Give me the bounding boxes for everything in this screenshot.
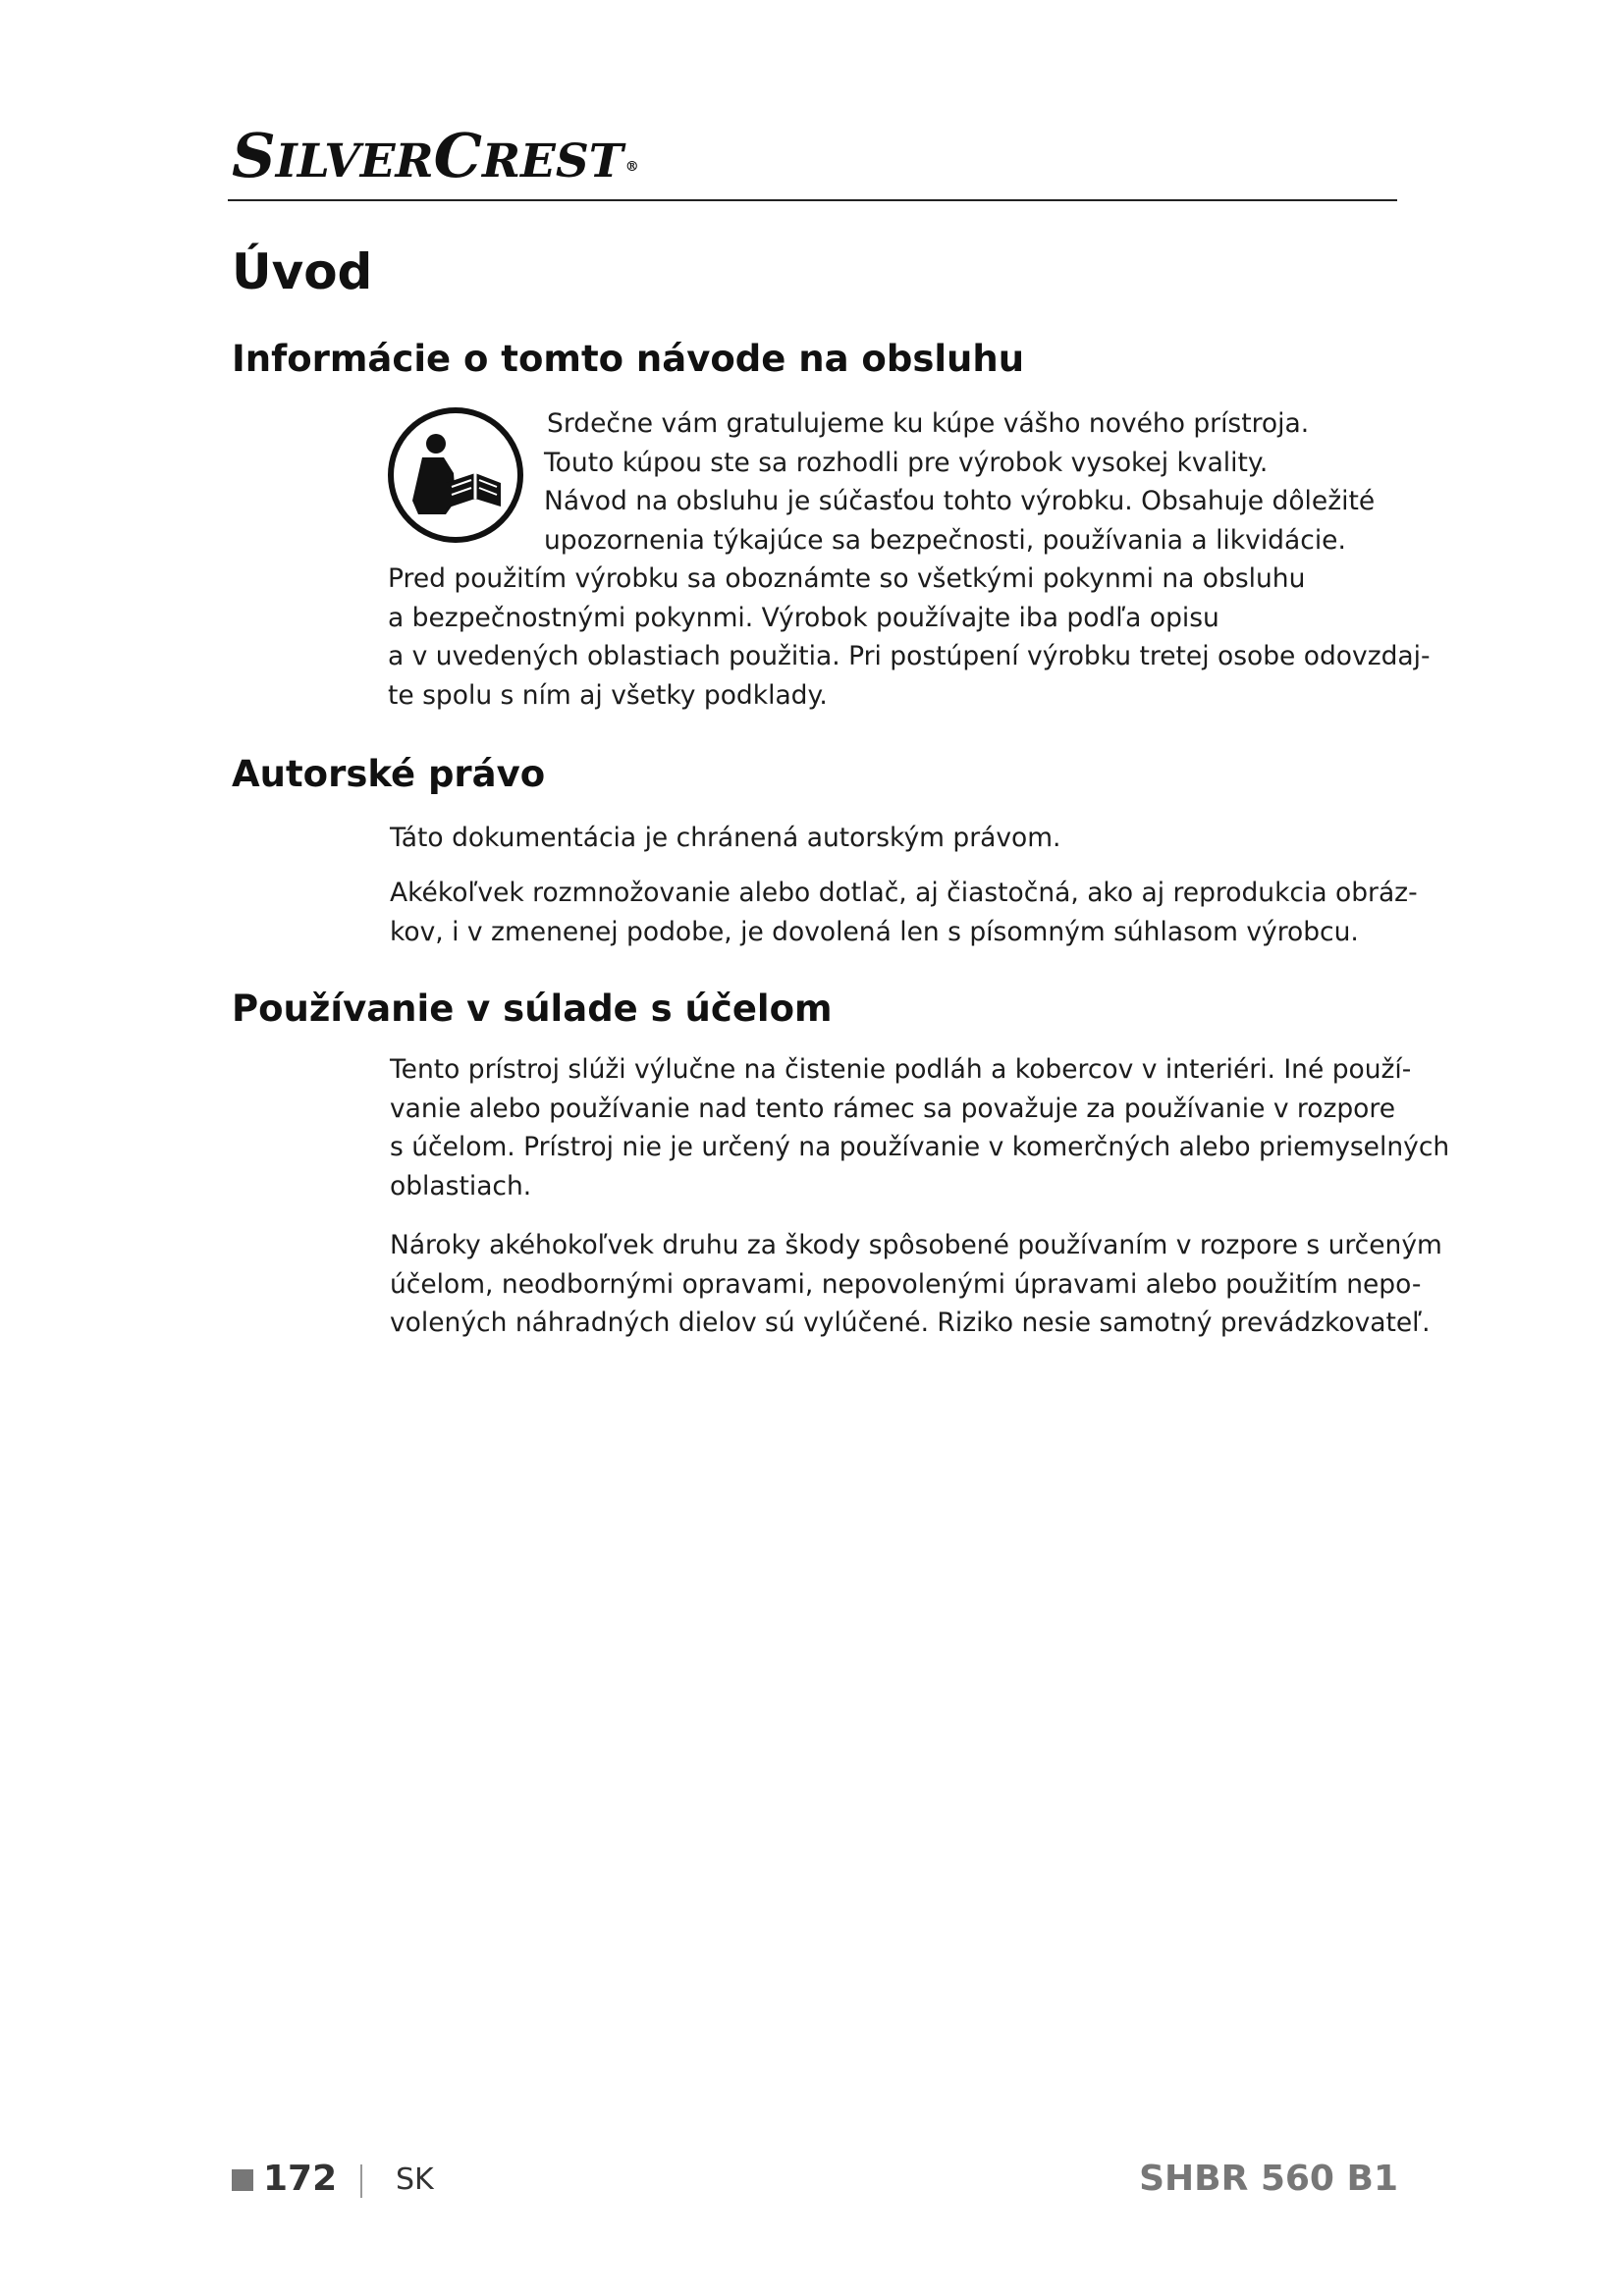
copyright-paragraph-2 [390, 874, 1418, 951]
brand-logo: SILVERCREST ® [232, 120, 639, 191]
text-line: Návod na obsluhu je súčasťou tohto výrobku. Obsahuje dôležité [544, 486, 1376, 516]
model-number: SHBR 560 B1 [1139, 2159, 1398, 2199]
text-line: Pred použitím výrobku sa oboznámte so všetkými pokynmi na obsluhu [388, 563, 1306, 594]
text-line: oblastiach. [390, 1170, 532, 1201]
text-line: a v uvedených oblastiach použitia. Pri postúpení výrobku tretej osobe odovzdaj- [388, 641, 1431, 671]
text-line: te spolu s ním aj všetky podklady. [388, 679, 828, 711]
text-line: Táto dokumentácia je chránená autorským právom. [390, 823, 1061, 853]
language-code: SK [396, 2163, 434, 2197]
intended-use-paragraph-1 [390, 1050, 1449, 1205]
page-title: Úvod [232, 243, 373, 300]
copyright-paragraph-1 [390, 819, 1060, 858]
text-line: Srdečne vám gratulujeme ku kúpe vášho nového prístroja. [547, 408, 1310, 439]
section-heading-copyright: Autorské právo [232, 753, 546, 795]
text-line: Akékoľvek rozmnožovanie alebo dotlač, aj čiastočná, ako aj reprodukcia obráz- [390, 878, 1418, 908]
text-line: Touto kúpou ste sa rozhodli pre výrobok vysokej kvality. [544, 447, 1269, 478]
header-divider [228, 199, 1397, 201]
text-line: volených náhradných dielov sú vylúčené. Riziko nesie samotný prevádzkovateľ. [390, 1308, 1431, 1338]
footer-square-icon [232, 2169, 253, 2191]
text-line: s účelom. Prístroj nie je určený na používanie v komerčných alebo priemyselných [390, 1132, 1450, 1162]
text-line: upozornenia týkajúce sa bezpečnosti, používania a likvidácie. [544, 524, 1346, 556]
text-line: a bezpečnostnými pokynmi. Výrobok používajte iba podľa opisu [388, 602, 1219, 633]
footer-divider [360, 2164, 362, 2198]
text-line: kov, i v zmenenej podobe, je dovolená len s písomným súhlasom výrobcu. [390, 916, 1359, 947]
page-number: 172 [263, 2159, 338, 2199]
text-line: Nároky akéhokoľvek druhu za škody spôsobené používaním v rozpore s určeným [390, 1230, 1442, 1260]
text-line: účelom, neodbornými opravami, nepovolenými úpravami alebo použitím nepo- [390, 1268, 1422, 1300]
text-line: vanie alebo používanie nad tento rámec sa považuje za používanie v rozpore [390, 1093, 1396, 1124]
text-line: Tento prístroj slúži výlučne na čistenie podláh a kobercov v interiéri. Iné použí- [390, 1054, 1412, 1085]
manual-info-paragraph [388, 404, 1431, 715]
section-heading-manual-info: Informácie o tomto návode na obsluhu [232, 338, 1025, 380]
section-heading-intended-use: Používanie v súlade s účelom [232, 988, 833, 1030]
intended-use-paragraph-2 [390, 1226, 1442, 1343]
